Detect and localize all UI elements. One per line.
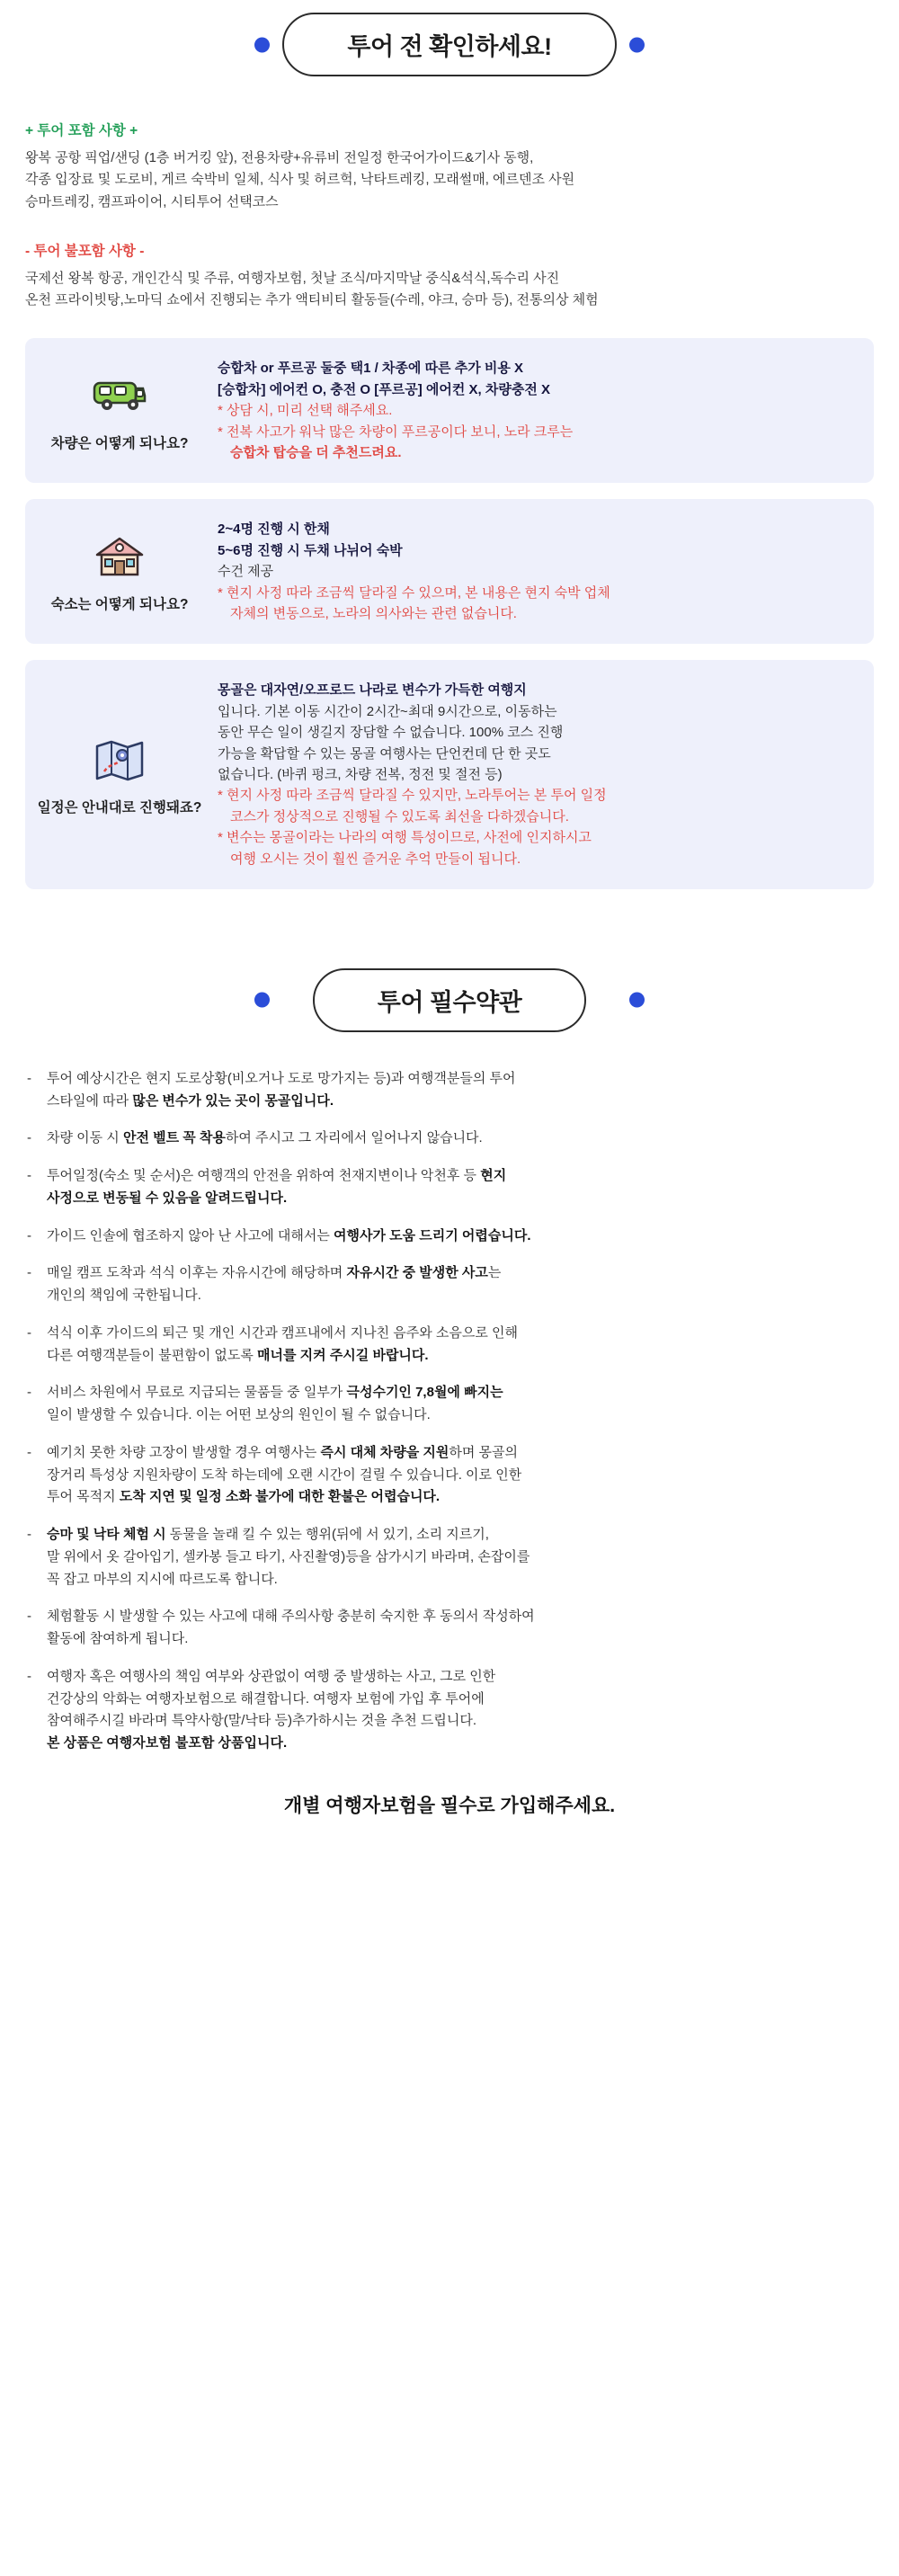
term-fragment-strong: 자유시간 중 발생한 사고: [346, 1265, 488, 1281]
include-heading: + 투어 포함 사항 +: [25, 123, 138, 138]
term-item: [27, 1666, 867, 1755]
exclude-heading: - 투어 불포함 사항 -: [25, 243, 145, 259]
term-fragment: 차량 이동 시: [47, 1130, 123, 1146]
term-item: [27, 1226, 867, 1248]
faq-answer-line: 2~4명 진행 시 한채: [218, 521, 330, 538]
faq-card-left: [34, 519, 205, 624]
include-line: 승마트레킹, 캠프파이어, 시티투어 선택코스: [25, 193, 279, 209]
term-fragment-red: 본 상품은 여행자보험 불포함 상품입니다.: [47, 1735, 288, 1752]
term-text: [47, 1262, 867, 1307]
faq-answer-line: 여행 오시는 것이 훨씬 즐거운 추억 만들이 됩니다.: [230, 851, 521, 867]
dot-right-icon: [629, 993, 645, 1008]
include-line: 각종 입장료 및 도로비, 게르 숙박비 일체, 식사 및 허르헉, 낙타트레킹, 모래썰매, 에르덴조 사원: [25, 172, 575, 188]
terms-list: [0, 1068, 899, 1755]
exclude-line: 온천 프라이빗탕,노마딕 쇼에서 진행되는 추가 액티비티 활동들(수레, 야크, 승마 등), 전통의상 체험: [25, 292, 599, 308]
faq-answer-line: 자체의 변동으로, 노라의 의사와는 관련 없습니다.: [230, 606, 517, 621]
term-fragment: 체험활동 시 발생할 수 있는 사고에 대해 주의사항 충분히 숙지한 후 동의서 작성하여: [47, 1609, 535, 1625]
term-fragment: 는: [487, 1265, 502, 1281]
faq-answer-line: 없습니다. (바퀴 펑크, 차량 전복, 정전 및 절전 등): [218, 766, 503, 782]
term-bullet: -: [27, 1168, 31, 1184]
faq-answer-line: 코스가 정상적으로 진행될 수 있도록 최선을 다하겠습니다.: [230, 808, 569, 824]
term-fragment: 투어 목적지: [47, 1489, 120, 1505]
term-bullet: -: [27, 1609, 31, 1625]
term-bullet: -: [27, 1227, 31, 1243]
term-bullet: -: [27, 1324, 31, 1341]
map-icon: [90, 734, 149, 786]
faq-card: [25, 338, 874, 483]
term-text: [47, 1606, 867, 1651]
term-fragment-red: 현지: [480, 1168, 507, 1184]
faq-card: [25, 660, 874, 889]
intro-block: [0, 120, 899, 311]
term-fragment: 참여해주시길 바라며 특약사항(말/낙타 등)추가하시는 것을 추천 드립니다.: [47, 1713, 477, 1729]
term-fragment: 건강상의 악화는 여행자보험으로 해결합니다. 여행자 보험에 가입 후 투어에: [47, 1690, 485, 1707]
faq-answer-line: 승합차 탑승을 더 추천드려요.: [230, 445, 402, 461]
faq-question: 일정은 안내대로 진행돼죠?: [37, 799, 202, 816]
term-text: [47, 1524, 867, 1591]
term-fragment: 예기치 못한 차량 고장이 발생할 경우 여행사는: [47, 1444, 321, 1460]
term-fragment: 꼭 잡고 마부의 지시에 따르도록 합니다.: [47, 1571, 278, 1587]
faq-answer-line: * 전복 사고가 워낙 많은 차량이 푸르공이다 보니, 노라 크루는: [218, 423, 574, 440]
term-text: [47, 1666, 867, 1755]
term-fragment: 개인의 책임에 국한됩니다.: [47, 1288, 201, 1304]
term-fragment: 매일 캠프 도착과 석식 이후는 자유시간에 해당하며: [47, 1265, 347, 1281]
term-text: [47, 1165, 867, 1210]
term-text: [47, 1442, 867, 1509]
term-fragment: 가이드 인솔에 협조하지 않아 난 사고에 대해서는: [47, 1227, 334, 1243]
term-bullet: -: [27, 1444, 31, 1460]
term-bullet: -: [27, 1668, 31, 1684]
term-bullet: -: [27, 1130, 31, 1146]
term-fragment-strong: 승마 및 낙타 체험 시: [47, 1527, 166, 1543]
section-title-terms: 투어 필수약관: [313, 968, 587, 1032]
term-fragment-strong: 여행사가 도움 드리기 어렵습니다.: [333, 1227, 531, 1243]
faq-question: 차량은 어떻게 되나요?: [50, 435, 189, 451]
faq-question: 숙소는 어떻게 되나요?: [50, 596, 189, 612]
faq-answer-line: 가능을 확답할 수 있는 몽골 여행사는 단언컨데 단 한 곳도: [218, 745, 551, 762]
term-text: [47, 1323, 867, 1368]
term-bullet: -: [27, 1527, 31, 1543]
faq-answer-line: * 상담 시, 미리 선택 해주세요.: [218, 403, 393, 419]
term-fragment-strong: 극성수기인 7,8월에 빠지는: [346, 1385, 503, 1401]
term-bullet: -: [27, 1070, 31, 1086]
term-fragment: 여행자 혹은 여행사의 책임 여부와 상관없이 여행 중 발생하는 사고, 그로 인한: [47, 1668, 496, 1684]
dot-right-icon: [629, 37, 645, 52]
term-fragment-strong: 즉시 대체 차량을 지원: [320, 1444, 450, 1460]
faq-answer-line: 5~6명 진행 시 두채 나뉘어 숙박: [218, 542, 403, 558]
term-fragment-red: 도착 지연 및 일정 소화 불가에 대한 환불은 어렵습니다.: [119, 1489, 441, 1505]
faq-answer-line: [승합차] 에어컨 O, 충전 O [푸르공] 에어컨 X, 차량충전 X: [218, 381, 550, 397]
term-item: [27, 1382, 867, 1427]
faq-card-left: [34, 358, 205, 463]
faq-answer-line: * 변수는 몽골이라는 나라의 여행 특성이므로, 사전에 인지하시고: [218, 830, 592, 846]
terms-section-header: [0, 968, 899, 1032]
faq-list: [0, 338, 899, 888]
term-item: [27, 1068, 867, 1113]
exclude-group: [25, 240, 874, 312]
pill-wrapper: [153, 13, 746, 76]
faq-card-right: [205, 519, 852, 624]
faq-card-left: [34, 680, 205, 869]
faq-answer-line: 몽골은 대자연/오프로드 나라로 변수가 가득한 여행지: [218, 682, 527, 699]
faq-answer-line: * 현지 사정 따라 조금씩 달라질 수 있으며, 본 내용은 현지 숙박 업체: [218, 584, 610, 601]
term-fragment: 말 위에서 옷 갈아입기, 셀카봉 들고 타기, 사진촬영)등을 삼가시기 바라며, 손잡이를: [47, 1548, 530, 1564]
term-fragment: 투어일정(숙소 및 순서)은 여행객의 안전을 위하여 천재지변이나 악천후 등: [47, 1168, 481, 1184]
check-section-header: [0, 0, 899, 76]
term-text: [47, 1226, 867, 1248]
section-title-check: 투어 전 확인하세요!: [282, 13, 616, 76]
include-line: 왕복 공항 픽업/샌딩 (1층 버거킹 앞), 전용차량+유류비 전일정 한국어가이드&기사 동행,: [25, 150, 534, 165]
term-fragment: 석식 이후 가이드의 퇴근 및 개인 시간과 캠프내에서 지나친 음주와 소음으로 인해: [47, 1324, 519, 1341]
exclude-line: 국제선 왕복 항공, 개인간식 및 주류, 여행자보험, 첫날 조식/마지막날 중식&석식,독수리 사진: [25, 270, 560, 286]
term-text: [47, 1382, 867, 1427]
term-item: [27, 1524, 867, 1591]
term-item: [27, 1165, 867, 1210]
term-fragment: 활동에 참여하게 됩니다.: [47, 1631, 189, 1647]
faq-answer-line: 동안 무슨 일이 생길지 장담할 수 없습니다. 100% 코스 진행: [218, 725, 564, 741]
include-group: [25, 120, 874, 213]
faq-answer-line: 승합차 or 푸르공 둘중 택1 / 차종에 따른 추가 비용 X: [218, 361, 524, 377]
term-item: [27, 1128, 867, 1150]
term-fragment: 투어 예상시간은 현지 도로상황(비오거나 도로 망가지는 등)과 여행객분들의 투어: [47, 1070, 516, 1086]
faq-card-right: [205, 358, 852, 463]
term-fragment: 일이 발생할 수 있습니다. 이는 어떤 보상의 원인이 될 수 없습니다.: [47, 1407, 431, 1423]
term-item: [27, 1606, 867, 1651]
dot-left-icon: [254, 993, 270, 1008]
term-bullet: -: [27, 1265, 31, 1281]
term-fragment-strong: 매너를 지켜 주시길 바랍니다.: [257, 1347, 429, 1363]
term-fragment-strong: 안전 벨트 꼭 착용: [122, 1130, 226, 1146]
section-gap: [0, 905, 899, 968]
term-item: [27, 1262, 867, 1307]
dot-left-icon: [254, 37, 270, 52]
term-fragment-strong: 많은 변수가 있는 곳이 몽골입니다.: [132, 1092, 334, 1109]
term-fragment: 장거리 특성상 지원차량이 도착 하는데에 오랜 시간이 걸릴 수 있습니다. 이로 인한: [47, 1466, 522, 1483]
faq-card-right: [205, 680, 852, 869]
term-text: [47, 1068, 867, 1113]
faq-answer-line: 수건 제공: [218, 564, 274, 580]
faq-answer-line: * 현지 사정 따라 조금씩 달라질 수 있지만, 노라투어는 본 투어 일정: [218, 788, 607, 804]
pill-wrapper-terms: [153, 968, 746, 1032]
faq-card: [25, 499, 874, 644]
van-icon: [90, 370, 149, 422]
footer-note: 개별 여행자보험을 필수로 가입해주세요.: [283, 1795, 616, 1816]
term-fragment: 하여 주시고 그 자리에서 일어나지 않습니다.: [225, 1130, 483, 1146]
term-fragment-red: 사정으로 변동될 수 있음을 알려드립니다.: [47, 1190, 288, 1206]
faq-answer-line: 입니다. 기본 이동 시간이 2시간~최대 9시간으로, 이동하는: [218, 703, 557, 719]
term-fragment: 스타일에 따라: [47, 1092, 133, 1109]
term-text: [47, 1128, 867, 1150]
term-bullet: -: [27, 1385, 31, 1401]
term-fragment: 다른 여행객분들이 불편함이 없도록: [47, 1347, 258, 1363]
term-item: [27, 1442, 867, 1509]
term-fragment: 동물을 놀래 킬 수 있는 행위(뒤에 서 있기, 소리 지르기,: [165, 1527, 489, 1543]
term-item: [27, 1323, 867, 1368]
term-fragment: 서비스 차원에서 무료로 지급되는 물품들 중 일부가: [47, 1385, 347, 1401]
term-fragment: 하며 몽골의: [449, 1444, 519, 1460]
house-icon: [90, 530, 149, 583]
